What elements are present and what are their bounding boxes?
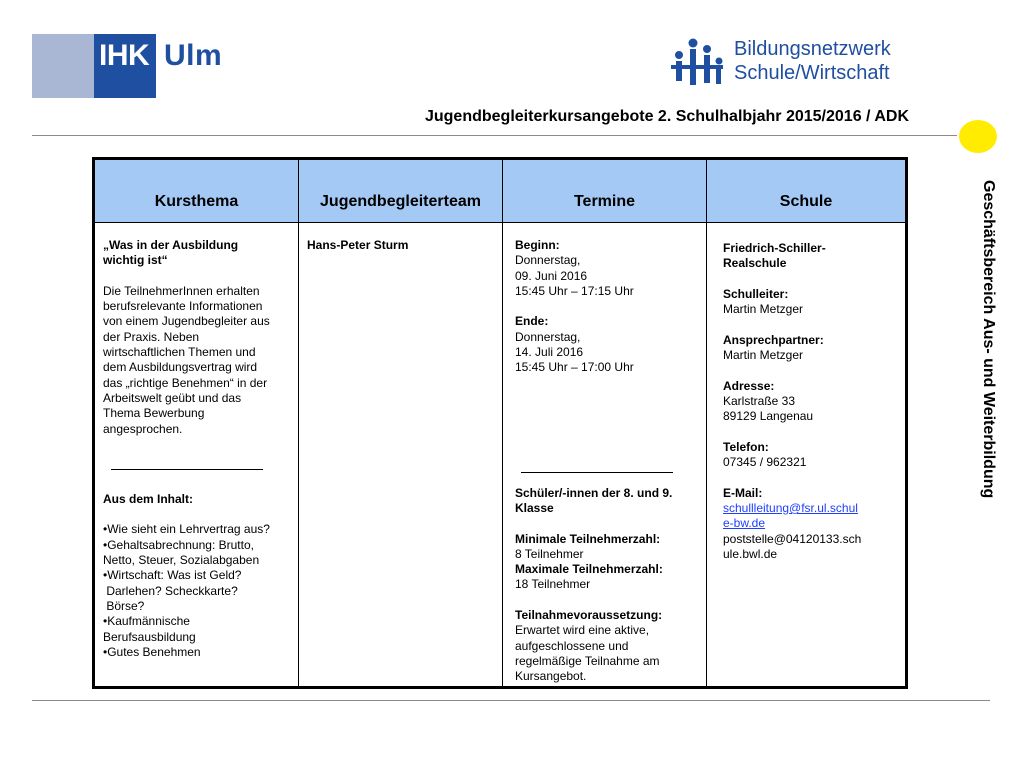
inhalt-item: •Wie sieht ein Lehrvertrag aus? (103, 522, 270, 537)
beginn-line: 15:45 Uhr – 17:15 Uhr (515, 283, 634, 298)
ende-line: 15:45 Uhr – 17:00 Uhr (515, 360, 634, 375)
bildungsnetzwerk-logo-line1: Bildungsnetzwerk (734, 38, 891, 60)
email-label: E-Mail: (723, 485, 763, 500)
inhalt-heading: Aus dem Inhalt: (103, 491, 194, 506)
voraussetzung-line: aufgeschlossene und (515, 638, 629, 653)
voraussetzung-line: Kursangebot. (515, 669, 587, 684)
zielgruppe-line: Klasse (515, 500, 554, 515)
header-jugendbegleiterteam: Jugendbegleiterteam (320, 193, 481, 210)
school-name: Realschule (723, 256, 787, 271)
top-divider (32, 135, 957, 136)
inhalt-item: •Gutes Benehmen (103, 644, 201, 659)
bildungsnetzwerk-logo (669, 35, 899, 93)
telefon-value: 07345 / 962321 (723, 455, 807, 470)
max-value: 18 Teilnehmer (515, 577, 591, 592)
voraussetzung-label: Teilnahmevoraussetzung: (515, 608, 663, 623)
inhalt-item: Berufsausbildung (103, 629, 196, 644)
description-line: berufsrelevante Informationen (103, 299, 263, 314)
ihk-logo-text: IHK (99, 39, 150, 72)
people-network-icon (669, 35, 725, 91)
email-secondary: ule.bwl.de (723, 546, 778, 561)
description-line: das „richtige Benehmen“ in der (103, 375, 268, 390)
inhalt-item: •Wirtschaft: Was ist Geld? (103, 568, 242, 583)
telefon-label: Telefon: (723, 439, 769, 454)
min-value: 8 Teilnehmer (515, 546, 584, 561)
description-line: dem Ausbildungsvertrag wird (103, 360, 258, 375)
max-label: Maximale Teilnehmerzahl: (515, 562, 663, 577)
inhalt-item: Börse? (103, 598, 145, 613)
separator-line (521, 472, 673, 473)
schulleiter-value: Martin Metzger (723, 302, 804, 317)
cell-kursthema (103, 238, 293, 660)
adresse-line: 89129 Langenau (723, 409, 814, 424)
ansprechpartner-label: Ansprechpartner: (723, 332, 824, 347)
email-link[interactable]: schullleitung@fsr.ul.schul (723, 501, 858, 516)
adresse-line: Karlstraße 33 (723, 393, 796, 408)
description-line: angesprochen. (103, 421, 183, 436)
schulleiter-label: Schulleiter: (723, 286, 789, 301)
beginn-line: Donnerstag, (515, 253, 581, 268)
separator-line (111, 469, 263, 470)
column-divider (298, 160, 299, 686)
email-link[interactable]: e-bw.de (723, 516, 766, 531)
course-title-line: „Was in der Ausbildung (103, 238, 239, 252)
voraussetzung-line: regelmäßige Teilnahme am (515, 653, 660, 668)
course-title-line: wichtig ist“ (103, 253, 168, 268)
ende-label: Ende: (515, 314, 549, 329)
beginn-line: 09. Juni 2016 (515, 268, 588, 283)
email-secondary: poststelle@04120133.sch (723, 531, 862, 546)
header-schule: Schule (779, 193, 833, 210)
column-divider (502, 160, 503, 686)
description-line: von einem Jugendbegleiter aus (103, 314, 270, 329)
adresse-label: Adresse: (723, 378, 775, 393)
voraussetzung-line: Erwartet wird eine aktive, (515, 623, 650, 638)
course-table (92, 157, 908, 689)
beginn-label: Beginn: (515, 238, 560, 252)
inhalt-item: •Kaufmännische (103, 614, 190, 629)
description-line: der Praxis. Neben (103, 329, 200, 344)
cell-termine (515, 238, 701, 685)
ihk-ulm-logo (32, 34, 223, 98)
description-line: Die TeilnehmerInnen erhalten (103, 283, 260, 298)
cell-team (307, 238, 497, 253)
ende-line: Donnerstag, (515, 329, 581, 344)
team-member: Hans-Peter Sturm (307, 238, 409, 252)
description-line: Arbeitswelt geübt und das (103, 390, 242, 405)
bildungsnetzwerk-logo-line2: Schule/Wirtschaft (734, 62, 890, 84)
column-divider (706, 160, 707, 686)
description-line: Thema Bewerbung (103, 406, 205, 421)
side-label: Geschäftsbereich Aus- und Weiterbildung (980, 180, 997, 499)
zielgruppe-line: Schüler/-innen der 8. und 9. (515, 485, 673, 500)
inhalt-item: Darlehen? Scheckkarte? (103, 583, 238, 598)
page-title: Jugendbegleiterkursangebote 2. Schulhalbjahr 2015/2016 / ADK (424, 108, 909, 125)
bottom-divider (32, 700, 990, 701)
yellow-dot-decoration (959, 120, 997, 153)
ansprechpartner-value: Martin Metzger (723, 348, 804, 363)
ende-line: 14. Juli 2016 (515, 345, 584, 360)
inhalt-item: Netto, Steuer, Sozialabgaben (103, 553, 260, 568)
header-termine: Termine (573, 193, 636, 210)
ulm-logo-text: Ulm (164, 39, 223, 72)
header-kursthema: Kursthema (154, 193, 239, 210)
min-label: Minimale Teilnehmerzahl: (515, 531, 661, 546)
inhalt-item: •Gehaltsabrechnung: Brutto, (103, 537, 254, 552)
description-line: wirtschaftlichen Themen und (103, 345, 256, 360)
school-name: Friedrich-Schiller- (723, 241, 826, 255)
cell-schule (723, 241, 901, 562)
